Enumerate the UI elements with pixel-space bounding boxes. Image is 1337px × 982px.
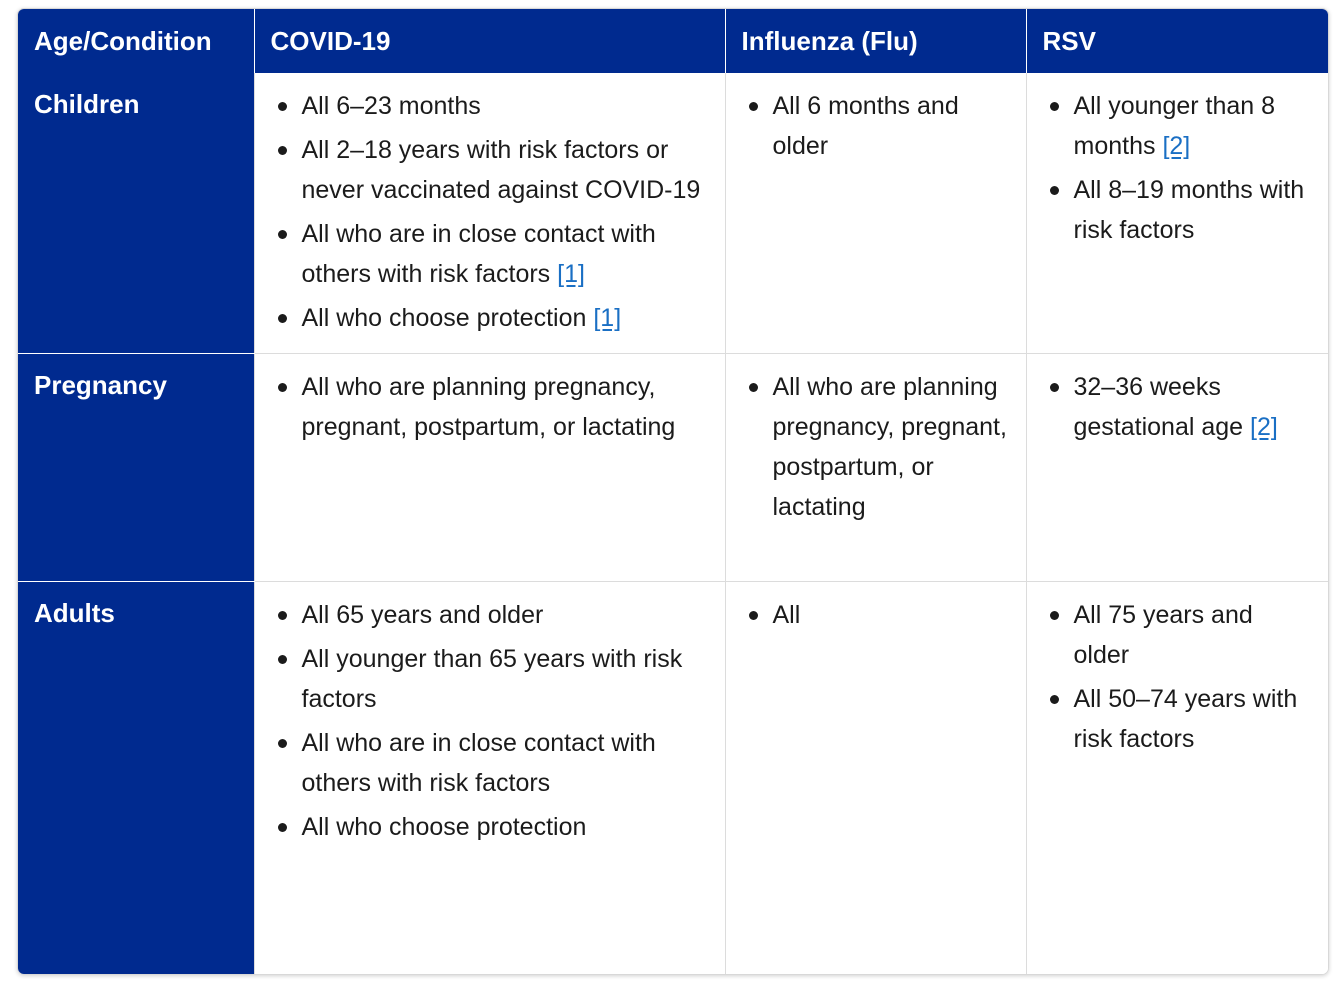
list-item-text: 32–36 weeks gestational age (1073, 372, 1244, 441)
column-header-covid-19: COVID-19 (254, 9, 725, 73)
cell-rsv (1026, 582, 1328, 974)
column-header-influenza: Influenza (Flu) (725, 9, 1026, 73)
list-item (746, 86, 1012, 166)
row-header: Children (18, 73, 254, 353)
bullet-icon (749, 102, 758, 111)
list-item-text: All 6–23 months (301, 92, 481, 120)
bullet-icon (278, 146, 287, 155)
bullet-icon (278, 611, 287, 620)
recommendation-list (275, 595, 711, 847)
recommendation-list (746, 595, 1012, 635)
cell-covid-19 (254, 353, 725, 581)
bullet-icon (278, 655, 287, 664)
bullet-icon (278, 230, 287, 239)
cell-influenza (725, 73, 1026, 353)
row-header: Adults (18, 582, 254, 974)
list-item (1047, 679, 1315, 759)
recommendation-list (1047, 86, 1315, 250)
list-item-text: All who choose protection (301, 813, 587, 842)
list-item (1047, 595, 1315, 675)
table-row-children (18, 73, 1328, 353)
column-header-rsv: RSV (1026, 9, 1328, 73)
bullet-icon (278, 823, 287, 832)
bullet-icon (749, 611, 758, 620)
vaccine-recommendations-table (18, 9, 1328, 974)
list-item-text: All 65 years and older (301, 601, 544, 630)
cell-influenza (725, 353, 1026, 581)
list-item (746, 595, 1012, 635)
list-item-text: All who are planning pregnancy, pregnant, postpartum, or lactating (772, 372, 1007, 521)
footnote-link[interactable]: [1] (557, 260, 585, 288)
list-item-text: All 8–19 months with risk factors (1073, 176, 1305, 244)
list-item-text: All who are in close contact with others with risk factors (301, 220, 656, 288)
table-header-row (18, 9, 1328, 73)
bullet-icon (278, 739, 287, 748)
table-row-pregnancy (18, 353, 1328, 581)
bullet-icon (278, 102, 287, 111)
bullet-icon (278, 383, 287, 392)
list-item (275, 807, 711, 847)
cell-rsv (1026, 73, 1328, 353)
list-item (275, 130, 711, 210)
list-item (275, 86, 711, 126)
cell-covid-19 (254, 73, 725, 353)
list-item (275, 298, 711, 338)
list-item (275, 723, 711, 803)
recommendation-list (275, 367, 711, 447)
list-item (1047, 170, 1315, 250)
list-item-text: All who are planning pregnancy, pregnant, postpartum, or lactating (301, 372, 676, 441)
list-item-text: All 2–18 years with risk factors or never vaccinated against COVID-19 (301, 136, 701, 204)
list-item-text: All 50–74 years with risk factors (1073, 685, 1298, 754)
list-item-text: All who are in close contact with others with risk factors (301, 729, 656, 798)
list-item (275, 214, 711, 294)
list-item-text: All 75 years and older (1073, 601, 1253, 670)
recommendation-list (746, 367, 1012, 527)
recommendation-list (1047, 367, 1315, 447)
bullet-icon (1050, 611, 1059, 620)
vaccine-recommendations-table-container (17, 8, 1329, 975)
footnote-link[interactable]: [2] (1250, 412, 1278, 441)
column-header-age-condition: Age/Condition (18, 9, 254, 73)
row-header: Pregnancy (18, 353, 254, 581)
table-row-adults (18, 582, 1328, 974)
bullet-icon (1050, 102, 1059, 111)
list-item-text: All (772, 601, 801, 630)
list-item-text: All younger than 65 years with risk factors (301, 645, 683, 714)
list-item-text: All younger than 8 months (1073, 92, 1276, 160)
footnote-link[interactable]: [1] (593, 304, 622, 332)
list-item (275, 639, 711, 719)
bullet-icon (749, 383, 758, 392)
list-item (746, 367, 1012, 527)
cell-influenza (725, 582, 1026, 974)
cell-covid-19 (254, 582, 725, 974)
bullet-icon (1050, 695, 1059, 704)
recommendation-list (275, 86, 711, 338)
list-item (1047, 367, 1315, 447)
recommendation-list (1047, 595, 1315, 759)
list-item (275, 595, 711, 635)
list-item-text: All 6 months and older (772, 92, 959, 160)
recommendation-list (746, 86, 1012, 166)
bullet-icon (1050, 383, 1059, 392)
cell-rsv (1026, 353, 1328, 581)
list-item (275, 367, 711, 447)
list-item (1047, 86, 1315, 166)
footnote-link[interactable]: [2] (1162, 132, 1191, 160)
bullet-icon (1050, 186, 1059, 195)
bullet-icon (278, 314, 287, 323)
list-item-text: All who choose protection (301, 304, 587, 332)
